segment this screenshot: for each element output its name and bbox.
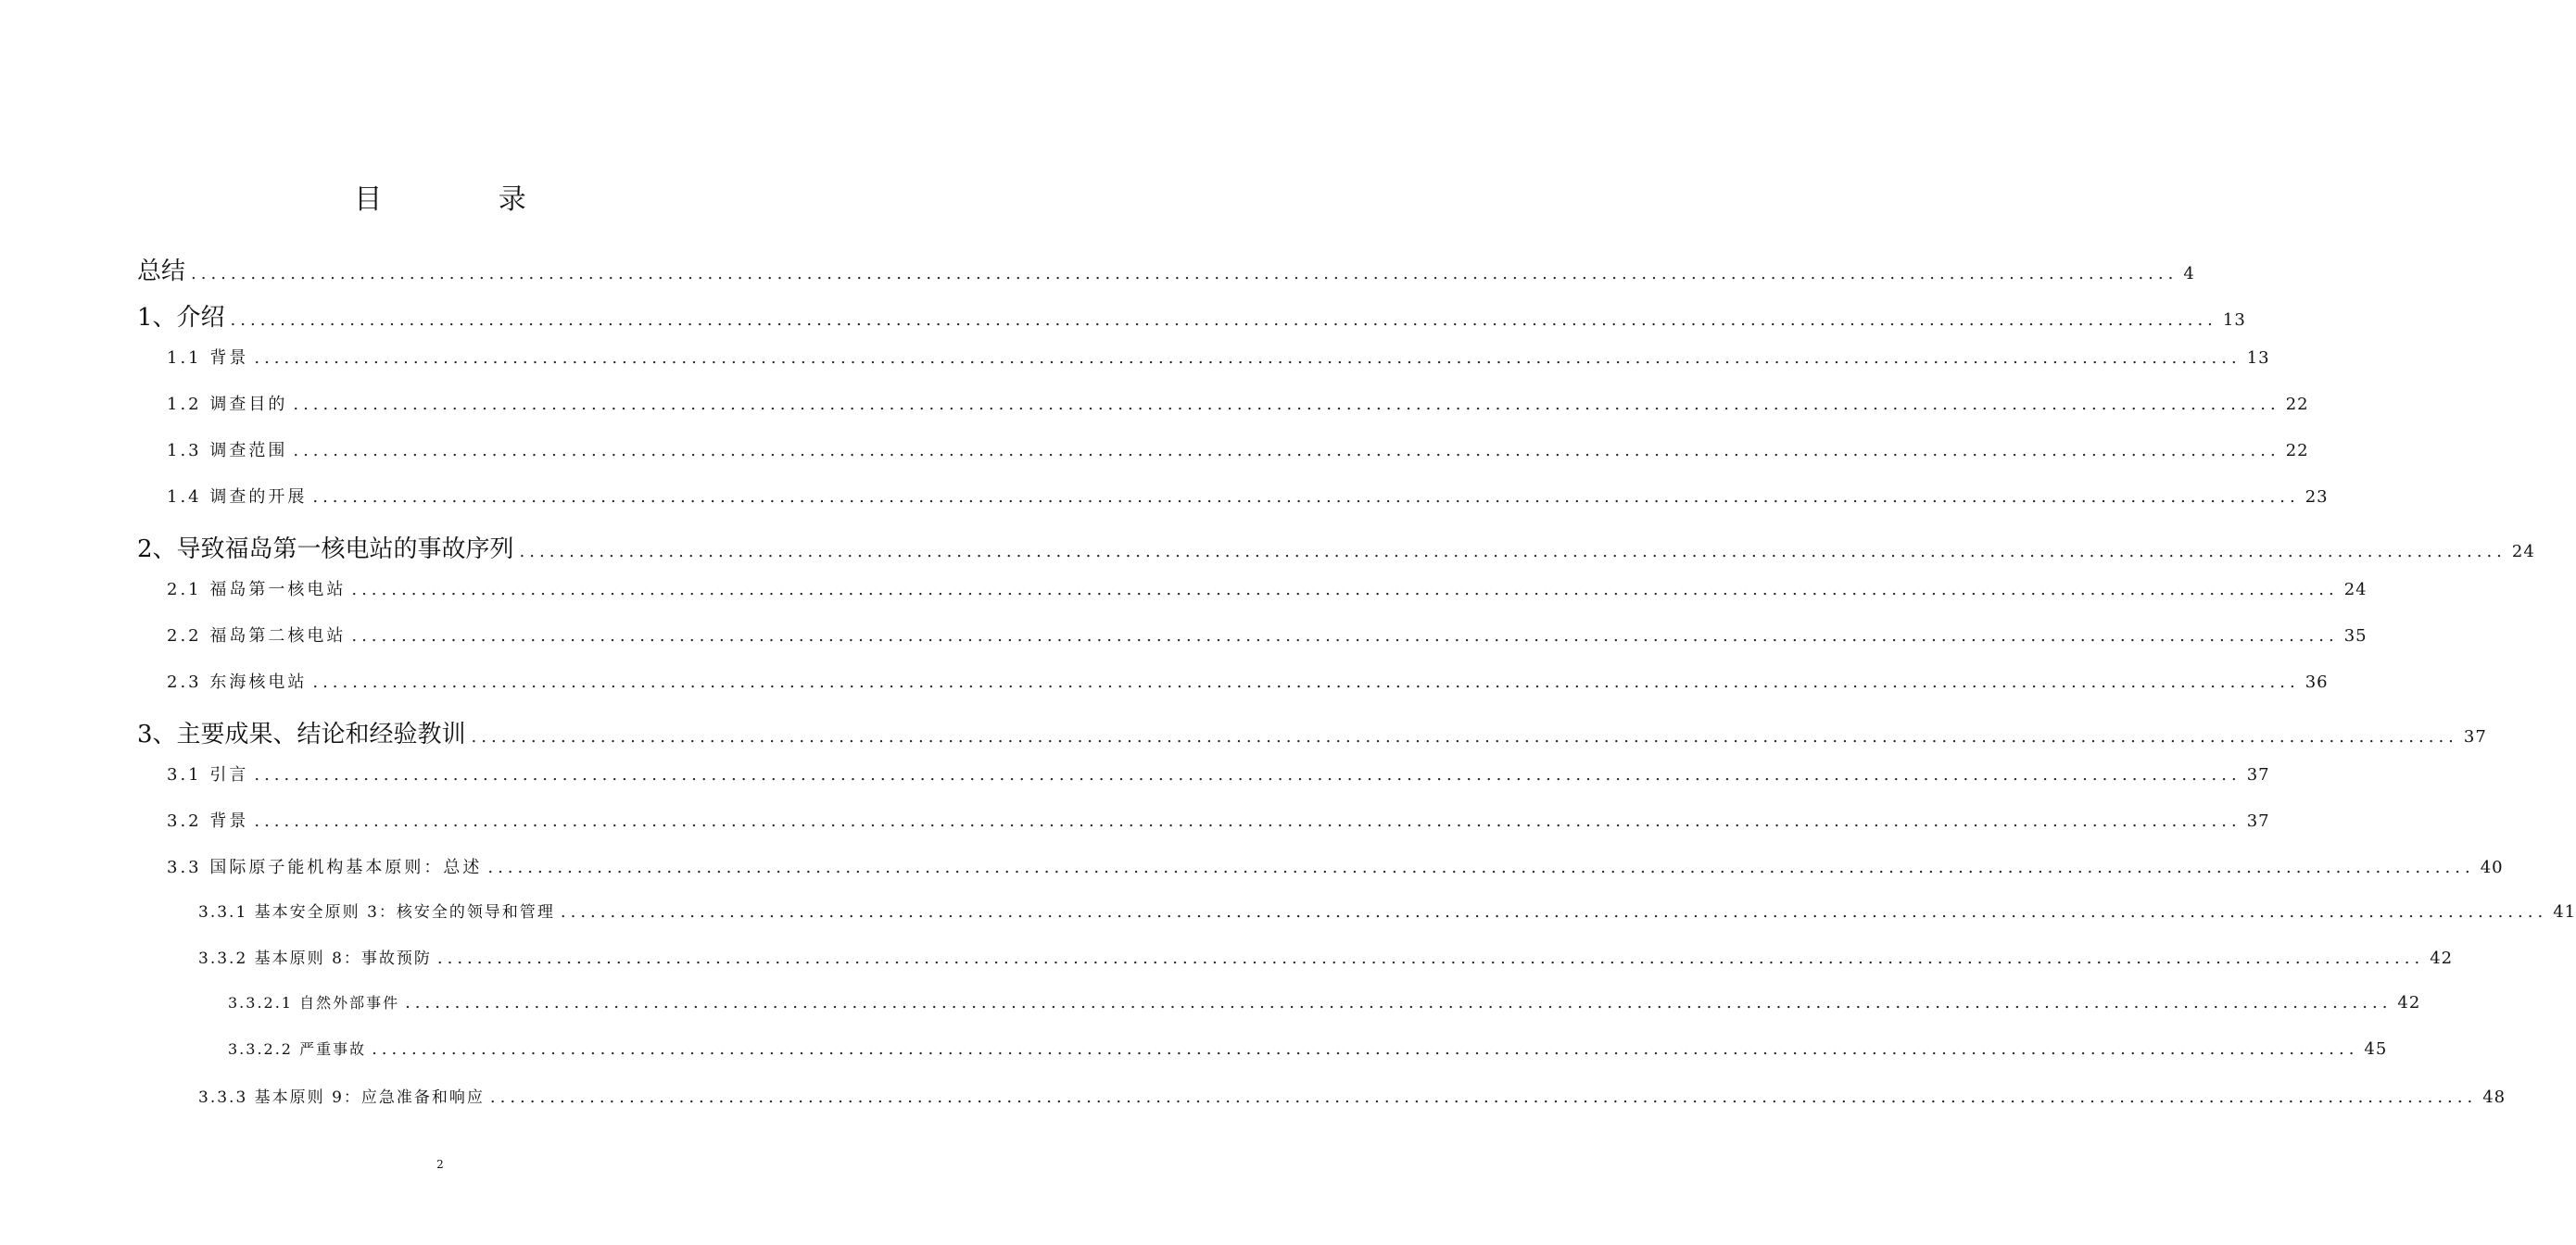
toc-leader-dots: ........................................................................................................................................................................................................	[489, 1088, 2478, 1107]
toc-entry-label: 3.3 国际原子能机构基本原则：总述	[167, 858, 483, 877]
toc-entry[interactable]	[167, 437, 2309, 461]
toc-entry[interactable]	[137, 530, 2535, 564]
toc-entry[interactable]	[198, 1084, 2507, 1107]
toc-leader-dots: ........................................................................................................................................................................................................	[254, 765, 2241, 785]
toc-entry-page: 36	[2305, 673, 2329, 692]
toc-entry-page: 22	[2285, 441, 2309, 460]
toc-leader-dots: ........................................................................................................................................................................................................	[519, 542, 2507, 561]
page-number: 2	[436, 1158, 444, 1171]
toc-entry[interactable]	[167, 761, 2270, 786]
toc-entry-label: 1.3 调查范围	[167, 441, 288, 460]
toc-leader-dots: ........................................................................................................................................................................................................	[191, 264, 2178, 283]
toc-entry-page: 35	[2343, 626, 2368, 646]
toc-entry-page: 42	[2430, 949, 2454, 968]
toc-leader-dots: ........................................................................................................................................................................................................	[312, 487, 2300, 507]
toc-entry-label: 2.1 福岛第一核电站	[167, 580, 347, 599]
toc-entry-label: 3.3.2.2 严重事故	[228, 1040, 367, 1058]
toc-entry-page: 41	[2553, 902, 2576, 922]
toc-leader-dots: ........................................................................................................................................................................................................	[405, 993, 2393, 1012]
toc-entry-page: 48	[2482, 1088, 2507, 1107]
toc-entry[interactable]	[167, 576, 2368, 600]
toc-leader-dots: ........................................................................................................................................................................................................	[487, 858, 2475, 877]
toc-entry[interactable]	[228, 1038, 2388, 1059]
toc-entry[interactable]	[167, 669, 2329, 693]
toc-entry-label: 2.2 福岛第二核电站	[167, 626, 347, 646]
toc-entry[interactable]	[167, 854, 2504, 878]
toc-entry-page: 37	[2463, 727, 2487, 747]
toc-leader-dots: ........................................................................................................................................................................................................	[436, 949, 2425, 968]
toc-entry-label: 2.3 东海核电站	[167, 673, 308, 692]
toc-entry-label: 1.4 调查的开展	[167, 487, 308, 507]
toc-entry[interactable]	[198, 945, 2454, 968]
toc-entry-page: 37	[2246, 765, 2270, 785]
toc-leader-dots: ........................................................................................................................................................................................................	[351, 626, 2339, 646]
toc-entry-label: 总结	[137, 258, 186, 285]
toc-entry[interactable]	[167, 345, 2270, 369]
toc-leader-dots: ........................................................................................................................................................................................................	[372, 1039, 2359, 1059]
toc-entry-label: 1.1 背景	[167, 348, 249, 368]
toc-entry-page: 22	[2285, 395, 2309, 414]
toc-entry-label: 2、导致福岛第一核电站的事故序列	[137, 535, 514, 563]
toc-entry-page: 24	[2343, 580, 2368, 599]
toc-entry[interactable]	[167, 484, 2329, 508]
toc-entry[interactable]	[167, 808, 2270, 832]
toc-leader-dots: ........................................................................................................................................................................................................	[560, 902, 2548, 922]
toc-entry-page: 13	[2222, 310, 2246, 330]
toc-entry-page: 42	[2397, 993, 2421, 1012]
toc-entry-label: 3.3.2 基本原则 8：事故预防	[198, 949, 432, 968]
toc-entry[interactable]	[137, 252, 2195, 286]
toc-leader-dots: ........................................................................................................................................................................................................	[254, 811, 2241, 831]
toc-entry[interactable]	[137, 715, 2487, 749]
toc-entry[interactable]	[198, 899, 2576, 922]
toc-entry[interactable]	[228, 991, 2421, 1012]
toc-entry-page: 40	[2480, 858, 2504, 877]
toc-leader-dots: ........................................................................................................................................................................................................	[293, 441, 2280, 460]
toc-entry-label: 3、主要成果、结论和经验教训	[137, 721, 466, 748]
toc-entry-label: 3.3.2.1 自然外部事件	[228, 994, 400, 1012]
toc-entry-page: 23	[2305, 487, 2329, 507]
toc-entry-page: 37	[2246, 811, 2270, 831]
toc-entry-label: 1、介绍	[137, 304, 225, 332]
toc-leader-dots: ........................................................................................................................................................................................................	[230, 310, 2217, 330]
toc-entry-page: 24	[2511, 542, 2535, 561]
toc-entry-page: 13	[2246, 348, 2270, 368]
toc-entry-page: 45	[2364, 1039, 2388, 1059]
toc-entry-label: 1.2 调查目的	[167, 395, 288, 414]
toc-entry-page: 4	[2183, 264, 2195, 283]
toc-leader-dots: ........................................................................................................................................................................................................	[471, 727, 2458, 747]
toc-entry[interactable]	[167, 622, 2368, 647]
toc-leader-dots: ........................................................................................................................................................................................................	[312, 673, 2300, 692]
toc-leader-dots: ........................................................................................................................................................................................................	[293, 395, 2280, 414]
toc-leader-dots: ........................................................................................................................................................................................................	[254, 348, 2241, 368]
toc-entry-label: 3.1 引言	[167, 765, 249, 785]
toc-entry-label: 3.3.1 基本安全原则 3：核安全的领导和管理	[198, 903, 555, 922]
toc-entry[interactable]	[167, 391, 2309, 415]
toc-leader-dots: ........................................................................................................................................................................................................	[351, 580, 2339, 599]
toc-entry-label: 3.3.3 基本原则 9：应急准备和响应	[198, 1088, 485, 1107]
page-title: 目 录	[354, 183, 580, 216]
toc-entry[interactable]	[137, 298, 2246, 333]
toc-entry-label: 3.2 背景	[167, 811, 249, 831]
